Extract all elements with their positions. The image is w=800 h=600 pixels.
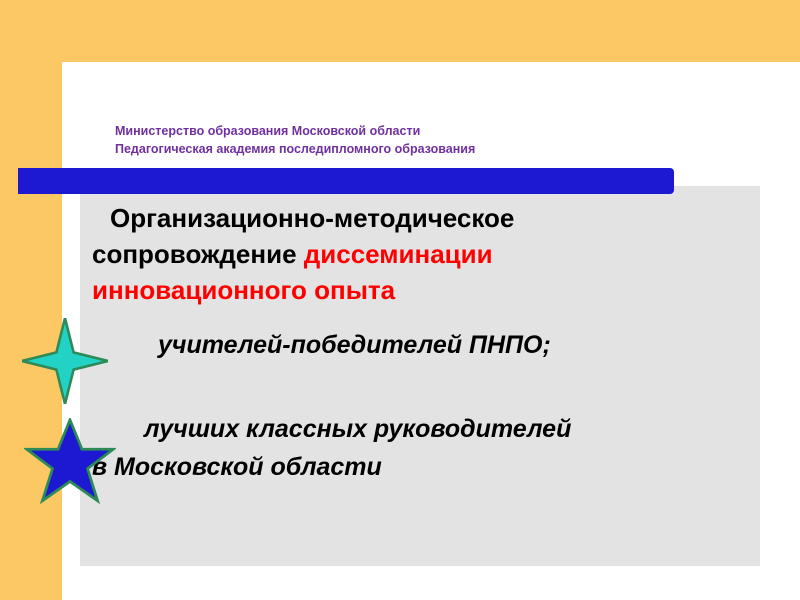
title-line-2-plain: сопровождение — [92, 239, 304, 269]
subtitle-1: учителей-победителей ПНПО; — [158, 331, 551, 359]
left-decorative-band — [0, 0, 62, 600]
title-line-2 — [92, 236, 752, 272]
title-block — [92, 200, 752, 486]
header-line-1: Министерство образования Московской области — [115, 124, 421, 138]
header-line-2: Педагогическая академия последипломного образования — [115, 142, 476, 156]
four-point-star-icon — [22, 318, 108, 404]
subtitle-2-line-1: лучших классных руководителей — [144, 415, 572, 443]
blue-divider-bar — [18, 168, 674, 194]
header-text-block — [115, 122, 715, 158]
title-line-1: Организационно-методическое — [110, 203, 515, 233]
title-line-3-highlight: инновационного опыта — [92, 275, 396, 305]
top-decorative-band — [0, 0, 800, 62]
title-line-2-highlight: диссеминации — [303, 239, 493, 269]
six-point-star-icon — [24, 418, 116, 510]
subtitle-2-line-2: в Московской области — [92, 453, 382, 481]
subtitle-2 — [92, 410, 752, 486]
